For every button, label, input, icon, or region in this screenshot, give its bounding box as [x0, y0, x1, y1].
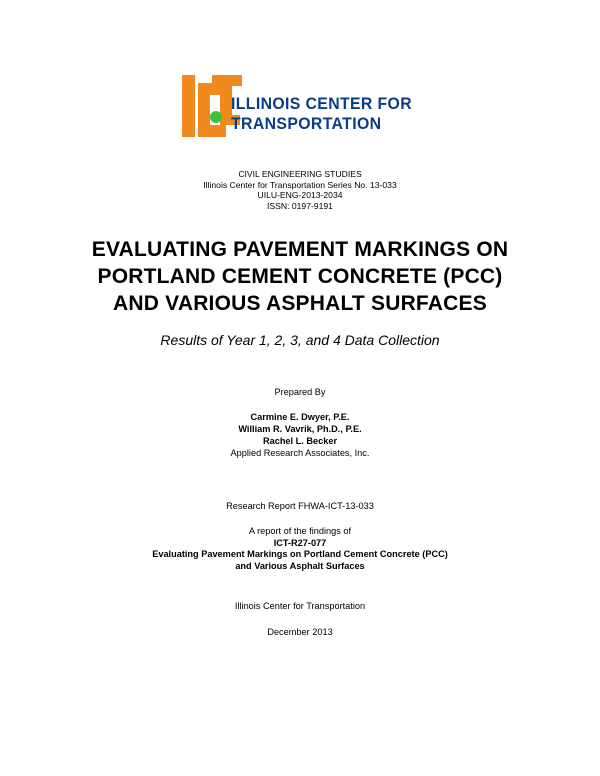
author-name: Carmine E. Dwyer, P.E.	[250, 412, 350, 422]
logo-wordmark	[231, 94, 412, 134]
series-line: Illinois Center for Transportation Series No. 13-033	[203, 179, 397, 190]
logo-line-1: ILLINOIS CENTER FOR	[231, 94, 412, 113]
title-line: AND VARIOUS ASPHALT SURFACES	[113, 292, 487, 315]
project-number: ICT-R27-077	[273, 537, 327, 548]
author-name: Rachel L. Becker	[262, 436, 338, 446]
project-title-line: Evaluating Pavement Markings on Portland Cement Concrete (PCC)	[152, 549, 448, 559]
authors-list	[0, 411, 600, 459]
series-line: ISSN: 0197-9191	[267, 200, 333, 211]
logo-line-2: TRANSPORTATION	[231, 114, 382, 133]
report-subtitle: Results of Year 1, 2, 3, and 4 Data Collection	[160, 332, 440, 348]
series-info	[0, 169, 600, 211]
publisher: Illinois Center for Transportation	[234, 601, 366, 611]
author-organization: Applied Research Associates, Inc.	[230, 448, 370, 458]
title-line: PORTLAND CEMENT CONCRETE (PCC)	[97, 265, 503, 288]
title-line: EVALUATING PAVEMENT MARKINGS ON	[91, 238, 509, 261]
series-line: CIVIL ENGINEERING STUDIES	[238, 169, 362, 179]
findings-block	[0, 526, 600, 572]
findings-intro: A report of the findings of	[248, 526, 352, 536]
prepared-by-label: Prepared By	[274, 387, 326, 397]
author-name: William R. Vavrik, Ph.D., P.E.	[238, 424, 362, 434]
report-number: Research Report FHWA-ICT-13-033	[226, 501, 374, 511]
series-line: UILU-ENG-2013-2034	[257, 190, 343, 200]
publication-date: December 2013	[267, 627, 333, 637]
project-title-line: and Various Asphalt Surfaces	[235, 560, 365, 571]
report-title	[0, 236, 600, 317]
